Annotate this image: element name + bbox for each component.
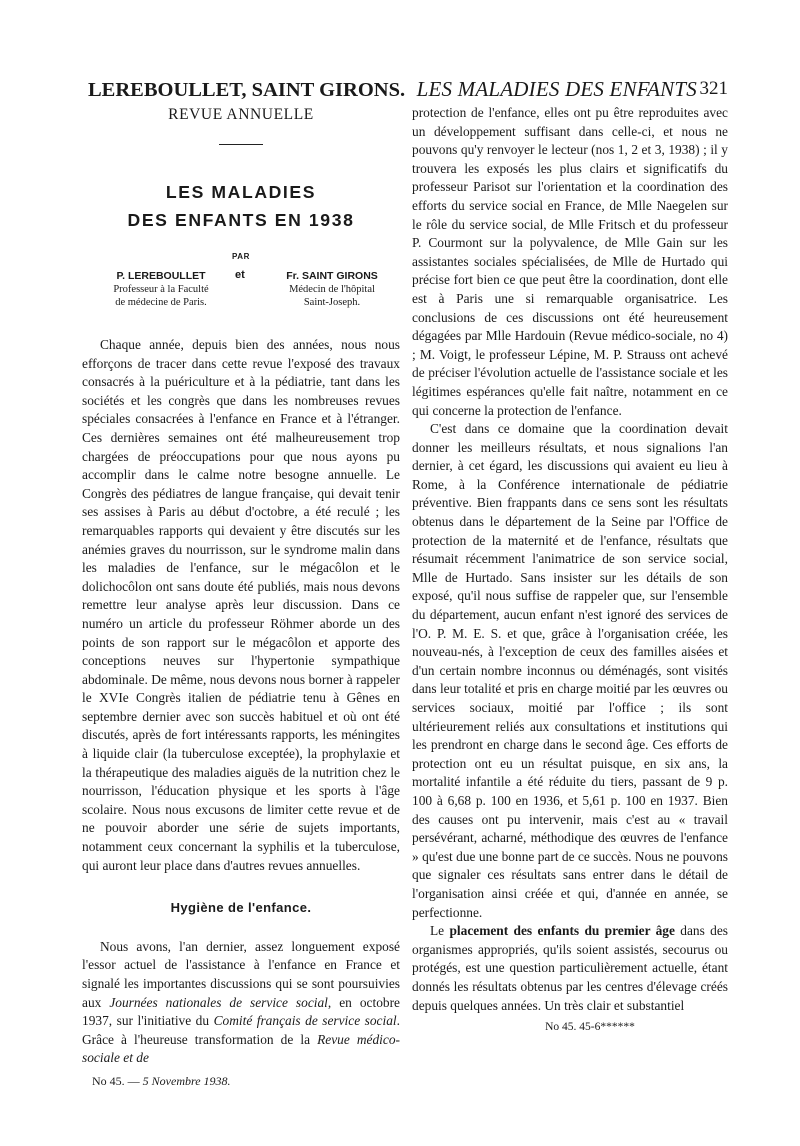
article-title-line-1: LES MALADIES xyxy=(165,182,317,202)
placement-text: dans des organismes appropriés, qu'ils soient assistés, secourus ou protégés, est une question particulièrement actuelle, étant donnés les résultats obtenus par les centres d'élevage créés depuis quelques années. Un très clair et substantiel xyxy=(412,923,728,1013)
section-heading-hygiene: Hygiène de l'enfance. xyxy=(170,900,312,916)
hygiene-italic-3: Revue médico-sociale et de xyxy=(82,1031,400,1066)
placement-bold: placement des enfants du premier âge xyxy=(449,923,675,939)
running-head xyxy=(88,76,728,103)
placement-lead: Le xyxy=(430,923,450,939)
footer-right: No 45. 45-6****** xyxy=(545,1021,635,1034)
coordination-paragraph: C'est dans ce domaine que la coordination devait donner les meilleurs résultats, et nous signalions l'an dernier, à cet égard, les discussions qui avaient eu lieu à Rome, à la Conférence internationale de pédiatrie préventive. Bien frappants dans ce sens sont les résultats obtenus dans le département de la Seine par l'Office de protection de la maternité et de l'enfance, résultats que résumait récemment l'animatrice de son service social, Mlle de Hurtado. Sans insister sur les détails de son exposé, qu'il nous suffise de rappeler que, sur l'ensemble du département, aucun enfant n'est ignoré des services de l'O. P. M. E. S. et que, grâce à l'organisation créée, les nouveau-nés, à l'exception de ceux des familles aisées et d'un certain nombre inconnus ou déménagés, sont visités dans leur totalité et pris en charge moitié par les œuvres ou services sociaux, moitié par l'office ; ils sont ultérieurement reliés aux consultations et institutions qui les prendront en charge dans le second âge. Ces efforts de protection ont eu un résultat puisque, en six ans, la mortalité infantile a été réduite du tiers, passant de 9 p. 100 à 6,68 p. 100 en 1936, et 5,61 p. 100 en 1937. Bien des causes ont pu intervenir, mais c'est au « travail persévérant, acharné, méthodique des œuvres de l'enfance » qu'est due une bonne part de ce succès. Nous ne pouvons que signaler ces résultats sans entrer dans le détail de l'organisation ainsi créée et qui, d'année en année, se perfectionne. xyxy=(412,421,728,920)
author-2-affiliation-2: Saint-Joseph. xyxy=(303,297,361,308)
left-column xyxy=(82,104,400,1089)
right-column xyxy=(412,104,728,1033)
hygiene-italic-2: Comité français de service social xyxy=(213,1013,397,1029)
hygiene-text-3: . Grâce à l'heureuse transformation de la xyxy=(82,1013,400,1047)
byline-par: PAR xyxy=(231,252,251,261)
running-head-title: LES MALADIES DES ENFANTS xyxy=(416,77,697,101)
left-body xyxy=(82,336,400,1068)
right-body xyxy=(412,104,728,1015)
intro-paragraph: Chaque année, depuis bien des années, nous nous efforçons de tracer dans cette revue l'exposé des travaux consacrés à la puériculture et à la pédiatrie, tant dans les sociétés et les congrès que dans les nombreuses revues spéciales consacrées à l'enfance en France et à l'étranger. Ces dernières semaines ont été malheureusement trop chargées de préoccupations pour que nous ayons pu accomplir dans le calme notre besogne annuelle. Le Congrès des pédiatres de langue française, qui devait tenir ses assises à Paris au début d'octobre, a été reculé ; les remarquables rapports qui devaient y être discutés sur les anémies graves du nourrisson, sur le syndrome malin dans les maladies de l'enfance, sur le mégacôlon et le dolichocôlon ont sans doute été publiés, mais nous devons remettre leur analyse après leur discussion. Dans ce numéro un article du professeur Röhmer aborde un des points de son rapport sur le mégacôlon et apporte des conceptions neuves sur l'hypertonie sympathique abdominale. De même, nous devons nous borner à rappeler le XVIe Congrès italien de pédiatrie tenu à Gênes en septembre dernier avec son succès habituel et où ont été discutés, après de fort intéressants rapports, les méningites à liquide clair (la tuberculose exceptée), la prophylaxie et la thérapeutique des maladies aiguës de la nutrition chez le nourrisson, l'éducation physique et les sports à l'âge scolaire. Nous nous excusons de limiter cette revue et de ne pouvoir aborder une série de sujets importants, notamment ceux concernant la syphilis et la tuberculose, qui auront leur place dans d'autres revues annuelles. xyxy=(82,337,400,873)
author-2-name: Fr. SAINT GIRONS xyxy=(286,270,378,282)
author-saint-girons xyxy=(262,269,402,309)
hygiene-italic-1: Journées nationales de service social xyxy=(109,994,328,1010)
hygiene-text-2: , en octobre 1937, sur l'initiative du xyxy=(82,994,400,1029)
author-block xyxy=(82,269,400,327)
section-kicker: REVUE ANNUELLE xyxy=(168,106,314,123)
footer-left xyxy=(82,1074,400,1089)
title-rule xyxy=(219,144,263,145)
author-2-affiliation-1: Médecin de l'hôpital xyxy=(289,284,375,295)
hygiene-text-1: Nous avons, l'an dernier, assez longuement exposé l'essor actuel de l'assistance à l'enfance en France et signalé les importantes discussions qui se sont poursuivies aux xyxy=(82,938,400,1010)
author-1-affiliation-1: Professeur à la Faculté xyxy=(113,284,209,295)
author-conjunction: et xyxy=(235,269,245,281)
article-title xyxy=(82,178,400,234)
footer-date: 5 Novembre 1938. xyxy=(142,1073,231,1088)
hygiene-paragraph xyxy=(82,938,400,1068)
author-1-affiliation-2: de médecine de Paris. xyxy=(115,297,207,308)
footer-issue: No 45. — xyxy=(92,1073,140,1088)
page-number: 321 xyxy=(699,78,728,99)
author-lereboullet xyxy=(96,269,226,309)
article-title-line-2: DES ENFANTS EN 1938 xyxy=(127,210,355,230)
continued-paragraph: protection de l'enfance, elles ont pu être reproduites avec un développement suffisant dans celle-ci, et nous ne pouvons qu'y renvoyer le lecteur (nos 1, 2 et 3, 1938) ; il y trouvera les exposés les plus clairs et significatifs du professeur Parisot sur l'orientation et la coordination des efforts du service social en France, de Mlle Naegelen sur le rôle du service social, de Mlle Fritsch et du professeur P. Courmont sur la polyvalence, de Mlle Gain sur les assistantes sociales spécialisées, de Mlle de Hurtado qui précise fort bien ce que peut être la coordination, dont elle est à Paris une si remarquable organisatrice. Les conclusions de ces discussions ont été heureusement dégagées par Mlle Hardouin (Revue médico-sociale, no 4) ; M. Voigt, le professeur Lépine, M. P. Strauss ont achevé de préciser l'évolution actuelle de l'assistance sociale et les légitimes espérances qu'elle fait naître, notamment en ce qui concerne la protection de l'enfance. xyxy=(412,105,728,418)
running-head-authors: LEREBOULLET, SAINT GIRONS. xyxy=(88,79,406,101)
placement-paragraph xyxy=(412,922,728,1015)
author-1-name: P. LEREBOULLET xyxy=(116,270,206,282)
